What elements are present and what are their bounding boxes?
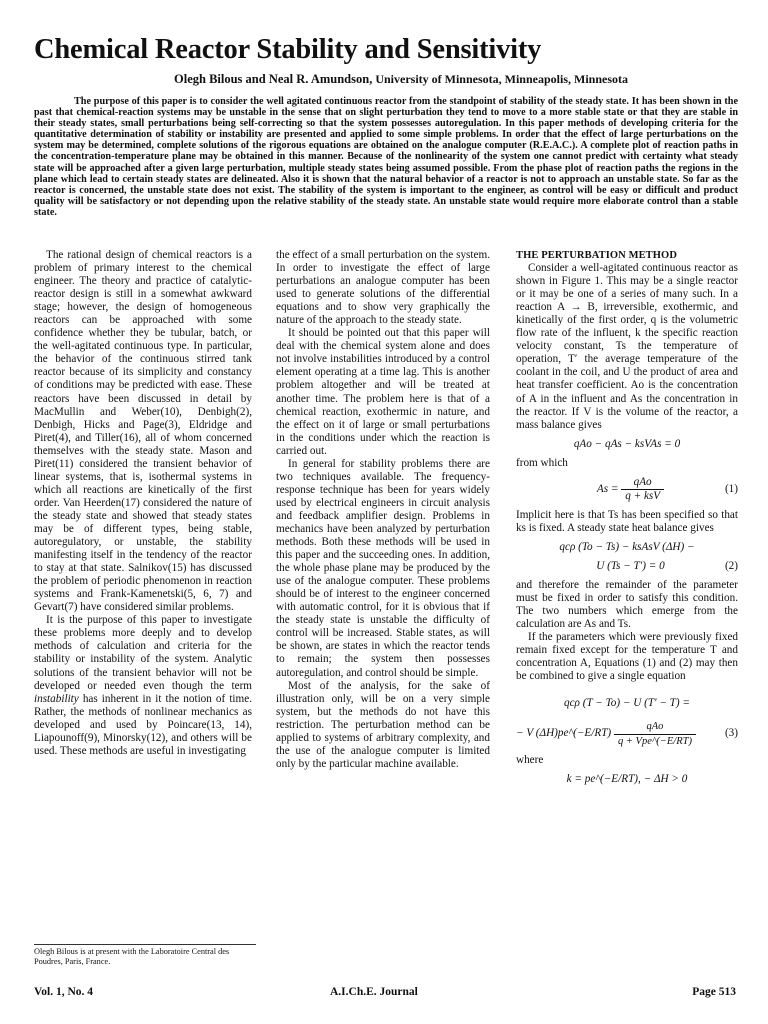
paper-title: Chemical Reactor Stability and Sensitivity xyxy=(34,34,542,65)
paragraph: from which xyxy=(516,456,568,469)
section-heading: THE PERTURBATION METHOD xyxy=(516,250,678,261)
paragraph: where xyxy=(516,753,544,766)
paragraph: the effect of a small perturbation on the system. In order to investigate the effect of large perturbations an analogue computer has been used to generate solutions of the differential equations and to show very graphically the nature of the approach to the steady state. xyxy=(276,249,490,327)
paragraph: Most of the analysis, for the sake of illustration only, will be on a very simple system, but the methods do not have this restriction. The perturbation method can be applied to systems of arbitrary complexity, and the use of the analogue computer is limited only by the particular machine available. xyxy=(276,679,490,770)
abstract: The purpose of this paper is to consider the well agitated continuous reactor from the standpoint of stability of the steady state. It has been shown in the past that chemical-reaction systems may be unstable in the sense that on slight perturbation they tend to move to a more stable state or that they are stable in their steady states, small perturbations being self-correcting so that the system possesses autoregulation. In this paper methods of developing criteria for the quantitative determination of stability or instability are presented and applied to some simple problems. In order that the effect of large perturbations on the system may be determined, complete solutions of the rigorous equations are obtained on the analogue computer (R.E.A.C.). A complete plot of reaction paths in the concentration-temperature plane may be obtained in this manner. Because of the nonlinearity of the system one cannot predict with certainty what steady state will be approached after a given large perturbation, multiple steady states being assumed possible. From the phase plot of reaction paths the regions in the plane which lead to certain steady states are delineated. Also it is shown that the natural behavior of a reactor is not to approach an unstable state. So far as the reactor is concerned, the unstable state does not exist. The stability of the system is important to the engineer, as control will be easy or difficult and product quality will be satisfactory or not depending upon the relative stability of the steady state. An unstable state would require more elaborate control than a stable state. xyxy=(34,96,738,218)
column-2 xyxy=(276,249,490,771)
footer-journal: A.I.Ch.E. Journal xyxy=(330,986,418,998)
equation-mass-balance: qAo − qAs − ksVAs = 0 xyxy=(573,437,681,450)
footer-volume: Vol. 1, No. 4 xyxy=(34,986,93,998)
equation-1: As = $\frac{\text{qAo}}{\text{q + ksV}}$ (1) xyxy=(596,475,738,502)
equation-3-line-1: qcρ (T − To) − U (T′ − T) = xyxy=(564,697,690,710)
equation-2-line-2: U (Ts − T′) = 0 (2) xyxy=(596,559,738,572)
footer-page: Page 513 xyxy=(692,986,736,998)
paragraph: Consider a well-agitated continuous reactor as shown in Figure 1. This may be a single reactor or it may be one of a series of many such. In a reaction A → B, irreversible, exothermic, and kinetically of the first order, q is the volumetric flow rate of the influent, k the specific reaction velocity constant, Ts the temperature of operation, T′ the average temperature of the coolant in the coil, and U the product of area and heat transfer coefficient. Ao is the concentration of A in the influent and As the concentration in the reactor. If V is the volume of the reactor, a mass balance gives xyxy=(516,262,738,431)
equation-number: (1) xyxy=(724,482,738,495)
paragraph: and therefore the remainder of the parameter must be fixed in order to satisfy this condition. The two numbers which emerge from the calculation are As and Ts. xyxy=(516,579,738,631)
paragraph: In general for stability problems there are two techniques available. The frequency-response technique has been for years widely used by electrical engineers in circuit analysis and feedback amplifier design. Problems in mechanics have been analyzed by perturbation methods. Both these methods will be used in this paper and the succeeding ones. In addition, the whole phase plane may be produced by the use of the analogue computer. These problems should be of interest to the engineer concerned with automatic control, for it is obvious that if the steady state is unstable the difficulty of control will be increased. Stable states, as will be shown, are states in which the reactor tends to remain; the system then possesses autoregulation, and control should be simple. xyxy=(276,457,490,679)
equation-2-line-1: qcρ (To − Ts) − ksAsV (ΔH) − xyxy=(559,540,695,553)
paragraph: It should be pointed out that this paper will deal with the chemical system alone and does not involve instabilities introduced by a control element operating at a time lag. This is another problem altogether and will be treated at another time. The problem here is that of a chemical reaction, exothermic in nature, and the effect on it of large or small perturbations in the conditions under which the reaction is carried out. xyxy=(276,327,490,457)
author-names: Olegh Bilous and Neal R. Amundson, xyxy=(174,72,373,86)
authors-line xyxy=(174,72,754,87)
column-1 xyxy=(34,249,252,758)
paragraph: Implicit here is that Ts has been specified so that ks is fixed. A steady state heat balance gives xyxy=(516,508,738,534)
equation-k: k = pe^(−E/RT), − ΔH > 0 xyxy=(566,772,688,785)
footnote: Olegh Bilous is at present with the Laboratoire Central des Poudres, Paris, France. xyxy=(34,944,256,967)
equation-number: (3) xyxy=(724,727,738,740)
equation-3-line-2: − V (ΔH)pe^(−E/RT) $\frac{\text{qAo}}{\text{q + Vpe\textasciicircum{}(−E/RT)}}$ (3) xyxy=(516,721,738,747)
author-affiliation: University of Minnesota, Minneapolis, Minnesota xyxy=(375,72,628,86)
column-3 xyxy=(516,249,738,792)
paragraph: It is the purpose of this paper to investigate these problems more deeply and to develop methods of calculation and criteria for the stability or instability of the system. Analytic solutions of the transient behavior will not be developed or needed even though the term instability has inherent in it the notion of time. Rather, the methods of nonlinear mechanics as developed and used by Poincare(13, 14), Liapounoff(9), Minorsky(12), and others will be used. These methods are useful in investigating xyxy=(34,614,252,757)
paragraph: The rational design of chemical reactors is a problem of primary interest to the chemical engineer. The theory and practice of catalytic-reactor design is still in a somewhat awkward stage; however, the design of homogeneous reactors can be approached with some confidence whether they be tubular, batch, or the well-agitated continuous type. In particular, the behavior of the continuous stirred tank reactor because of its simplicity and constancy of conditions may be predicted with ease. These reactors have been discussed in detail by MacMullin and Weber(10), Denbigh(2), Denbigh, Hicks and Page(3), Eldridge and Piret(4), and Tiller(16), all of whom concerned themselves with the steady state. Mason and Piret(11) considered the transient behavior of linear systems, that is, isothermal systems in which all reactions are kinetically of the first order. Van Heerden(17) considered the nature of the steady state and showed that steady states may be of different types, being stable, autoregulatory, or unstable, the stability manifesting itself in the tendency of the reactor to stay at that state. Salnikov(15) has discussed the problem of periodic phenomenon in reaction systems and Frank-Kamenetski(5, 6, 7) and Gevart(7) have considered similar problems. xyxy=(34,249,252,614)
equation-number: (2) xyxy=(724,559,738,572)
paragraph: If the parameters which were previously fixed remain fixed except for the temperature T and concentration A, Equations (1) and (2) may then be combined to give a single equation xyxy=(516,631,738,683)
